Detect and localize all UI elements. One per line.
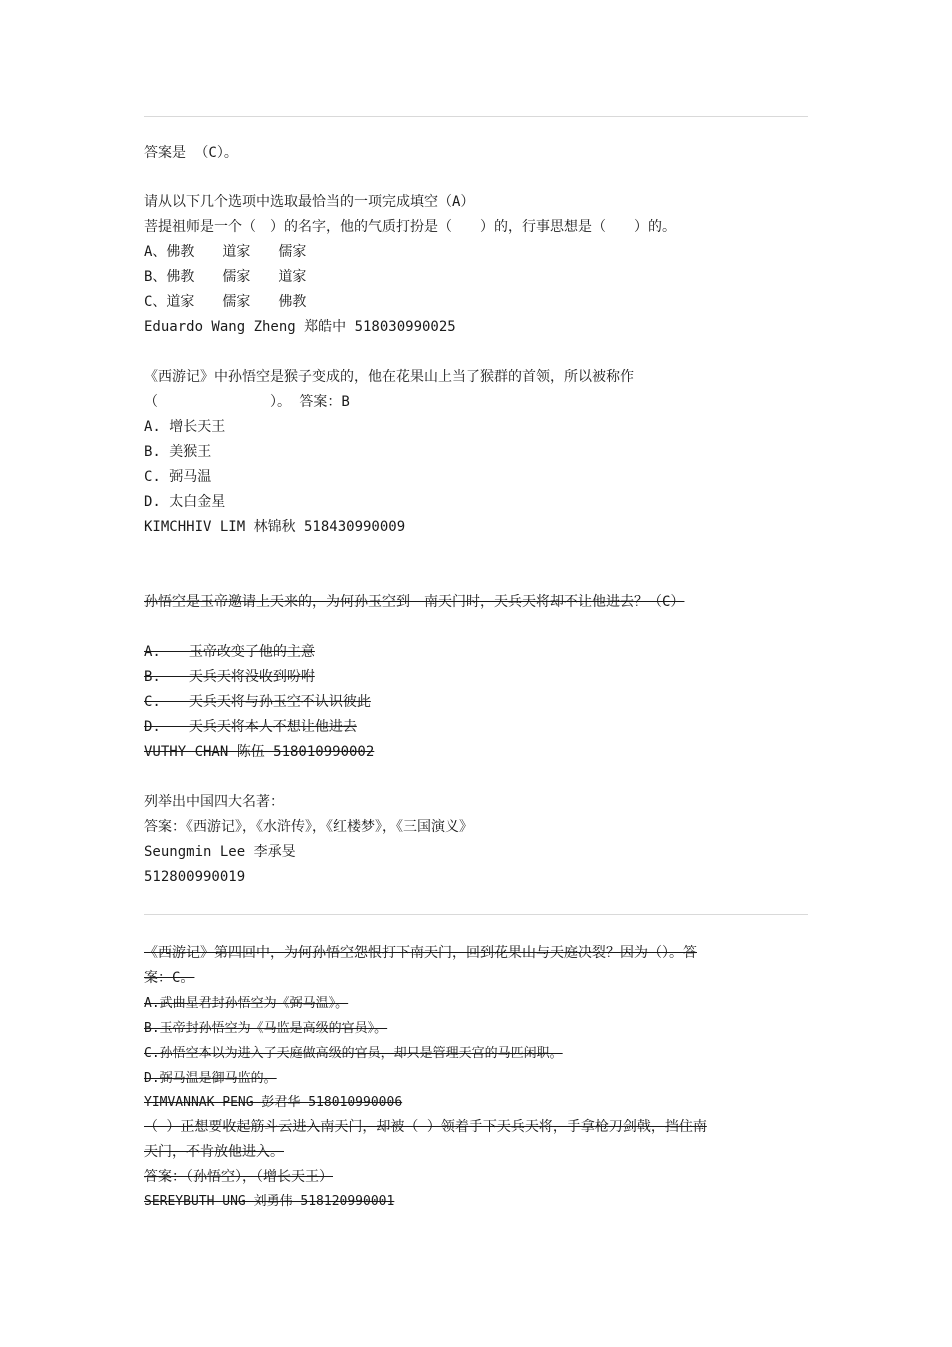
question-6-author: SEREYBUTH UNG 刘勇伟 518120990001 bbox=[144, 1194, 395, 1209]
question-3-option-c: C. 天兵天将与孙玉空不认识彼此 bbox=[144, 694, 371, 710]
question-5-option-b: B.玉帝封孙悟空为《马监是高级的官员》。 bbox=[144, 1021, 388, 1036]
question-1-option-c: C、道家 儒家 佛教 bbox=[144, 294, 307, 310]
question-1-text: 菩提祖师是一个（ ）的名字，他的气质打扮是（ ）的，行事思想是（ ）的。 bbox=[144, 219, 676, 235]
question-1-author: Eduardo Wang Zheng 郑皓中 518030990025 bbox=[144, 319, 456, 335]
question-5-text-line-2: 案：C。 bbox=[144, 970, 195, 986]
question-3-author: VUTHY CHAN 陈伍 518010990002 bbox=[144, 744, 375, 760]
answer-line: 答案是 （C）。 bbox=[144, 145, 238, 161]
question-3-text: 孙悟空是玉帝邀请上天来的，为何孙玉空到 南天门时，天兵天将却不让他进去？（C） bbox=[144, 594, 685, 610]
question-5-text-line-1: 《西游记》第四回中，为何孙悟空怨恨打下南天门，回到花果山与天庭决裂？因为（）。答 bbox=[144, 945, 697, 961]
question-2-text-line-1: 《西游记》中孙悟空是猴子变成的，他在花果山上当了猴群的首领，所以被称作 bbox=[144, 369, 634, 385]
question-4-author-name: Seungmin Lee 李承旻 bbox=[144, 844, 296, 860]
top-divider bbox=[144, 116, 808, 117]
question-3-option-b: B. 天兵天将没收到吩咐 bbox=[144, 669, 315, 685]
question-2-text-line-2: （ ）。 答案：B bbox=[144, 394, 350, 410]
question-5-author: YIMVANNAK PENG 彭君华 518010990006 bbox=[144, 1095, 403, 1110]
question-2-option-b: B. 美猴王 bbox=[144, 444, 212, 460]
question-5-option-a: A.武曲星君封孙悟空为《弼马温》。 bbox=[144, 996, 349, 1011]
question-2-option-a: A. 增长天王 bbox=[144, 419, 226, 435]
question-4-answer: 答案：《西游记》，《水浒传》，《红楼梦》，《三国演义》 bbox=[144, 819, 473, 835]
question-3-option-d: D. 天兵天将本人不想让他进去 bbox=[144, 719, 357, 735]
question-4-author-id: 512800990019 bbox=[144, 869, 246, 885]
question-3-option-a: A. 玉帝改变了他的主意 bbox=[144, 644, 315, 660]
question-1-option-b: B、佛教 儒家 道家 bbox=[144, 269, 307, 285]
question-1-option-a: A、佛教 道家 儒家 bbox=[144, 244, 307, 260]
section-divider bbox=[144, 914, 808, 915]
question-5-option-c: C.孙悟空本以为进入了天庭做高级的官员，却只是管理天宫的马匹闲职。 bbox=[144, 1046, 563, 1061]
question-1-prompt: 请从以下几个选项中选取最恰当的一项完成填空（A） bbox=[144, 194, 475, 210]
question-2-option-c: C. 弼马温 bbox=[144, 469, 212, 485]
question-5-option-d: D.弼马温是御马监的。 bbox=[144, 1071, 277, 1086]
question-6-text-line-2: 天门，不肯放他进入。 bbox=[144, 1144, 284, 1160]
question-2-option-d: D. 太白金星 bbox=[144, 494, 226, 510]
question-6-answer: 答案：（孙悟空），（增长天王） bbox=[144, 1169, 333, 1185]
question-4-text: 列举出中国四大名著： bbox=[144, 794, 284, 810]
question-6-text-line-1: （ ）正想要收起筋斗云进入南天门，却被（ ）领着手下天兵天将，手拿枪刀剑戟，挡住南 bbox=[144, 1119, 707, 1135]
question-2-author: KIMCHHIV LIM 林锦秋 518430990009 bbox=[144, 519, 406, 535]
